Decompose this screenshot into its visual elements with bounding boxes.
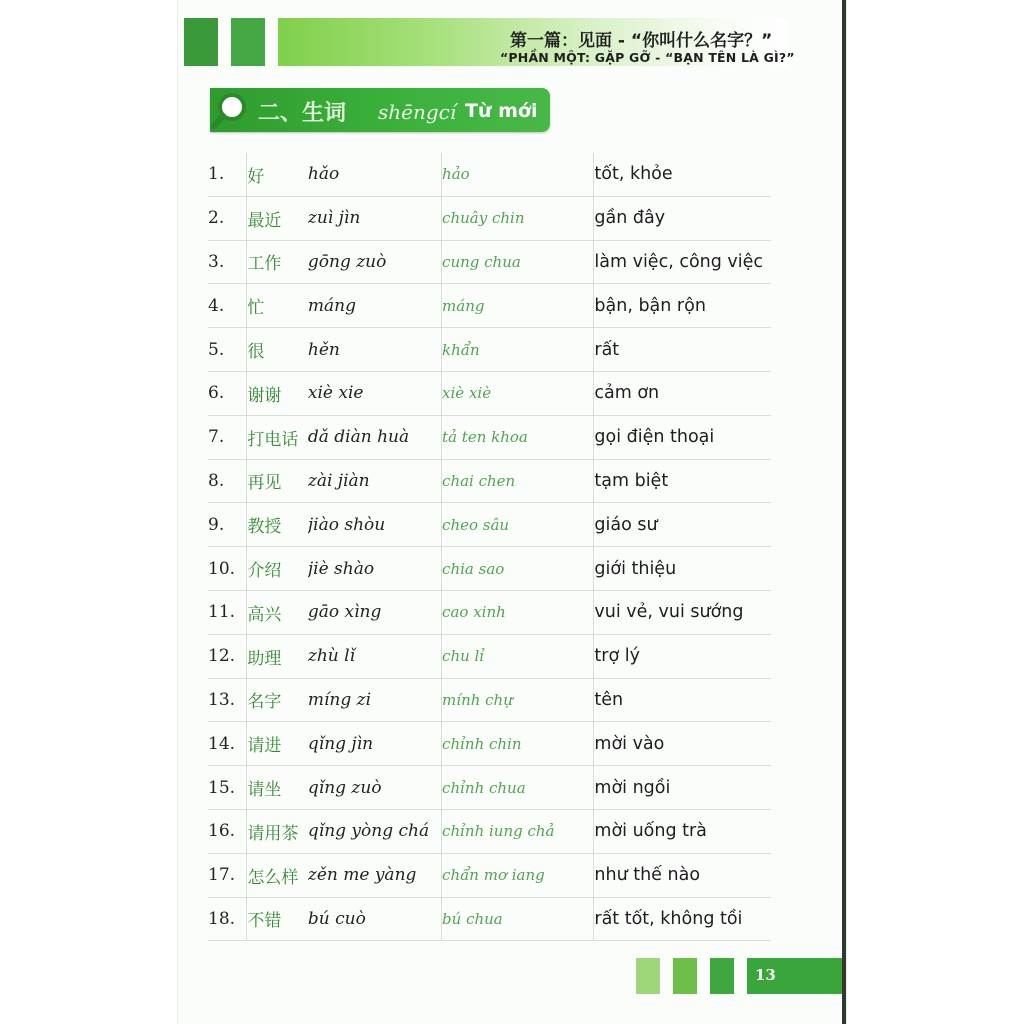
header-square-1 [184,18,218,66]
meaning-cell: mời vào [594,722,771,766]
row-number: 3. [208,240,247,284]
phonetic-cell: cao xinh [442,590,594,634]
hanzi-cell: 怎么样 [247,853,308,897]
page-number: 13 [755,966,776,984]
phonetic-cell: tả ten khoa [442,415,594,459]
phonetic-cell: chuây chin [442,196,594,240]
table-row [208,153,771,196]
row-number: 9. [208,503,247,547]
table-row [208,722,771,766]
row-number: 17. [208,853,247,897]
table-row [208,547,771,591]
meaning-cell: tên [594,678,771,722]
row-number: 14. [208,722,247,766]
footer-square-1 [636,958,660,994]
table-row [208,328,771,372]
phonetic-cell: cung chua [442,240,594,284]
hanzi-cell: 忙 [247,284,308,328]
footer-square-3 [710,958,734,994]
row-number: 4. [208,284,247,328]
phonetic-cell: chia sao [442,547,594,591]
section-title-vietnamese: Từ mới [465,100,538,122]
row-number: 13. [208,678,247,722]
phonetic-cell: xiè xiè [442,371,594,415]
table-row [208,853,771,897]
hanzi-cell: 教授 [247,503,308,547]
hanzi-cell: 名字 [247,678,308,722]
hanzi-cell: 再见 [247,459,308,503]
row-number: 7. [208,415,247,459]
phonetic-cell: mính chự [442,678,594,722]
meaning-cell: trợ lý [594,634,771,678]
meaning-cell: rất [594,328,771,372]
phonetic-cell: khẩn [442,328,594,372]
vocabulary-table-body [208,153,771,941]
pinyin-cell: máng [308,284,442,328]
table-row [208,240,771,284]
row-number: 12. [208,634,247,678]
hanzi-cell: 好 [247,153,308,196]
meaning-cell: vui vẻ, vui sướng [594,590,771,634]
meaning-cell: gần đây [594,196,771,240]
pinyin-cell: gāo xìng [308,590,442,634]
hanzi-cell: 助理 [247,634,308,678]
header-title-vietnamese: “PHẦN MỘT: GẶP GỠ - “BẠN TÊN LÀ GÌ?” [500,50,795,65]
row-number: 2. [208,196,247,240]
phonetic-cell: bú chua [442,897,594,941]
row-number: 1. [208,153,247,196]
footer-square-2 [673,958,697,994]
pinyin-cell: dǎ diàn huà [308,415,442,459]
header-square-2 [231,18,265,66]
row-number: 10. [208,547,247,591]
header-title-chinese: 第一篇：见面 - “你叫什么名字？” [510,31,773,51]
pinyin-cell: zěn me yàng [308,853,442,897]
phonetic-cell: cheo sâu [442,503,594,547]
phonetic-cell: chai chen [442,459,594,503]
meaning-cell: giáo sư [594,503,771,547]
table-row [208,371,771,415]
pinyin-cell: míng zi [308,678,442,722]
row-number: 15. [208,766,247,810]
table-row [208,196,771,240]
section-title-chinese: 二、生词 [258,101,347,126]
table-row [208,284,771,328]
pinyin-cell: hǎo [308,153,442,196]
hanzi-cell: 请用茶 [247,809,308,853]
phonetic-cell: chẩn mơ iang [442,853,594,897]
page-edge [842,0,846,1024]
meaning-cell: tạm biệt [594,459,771,503]
phonetic-cell: chỉnh chua [442,766,594,810]
meaning-cell: cảm ơn [594,371,771,415]
pinyin-cell: gōng zuò [308,240,442,284]
phonetic-cell: chỉnh chin [442,722,594,766]
pinyin-cell: zuì jìn [308,196,442,240]
hanzi-cell: 不错 [247,897,308,941]
meaning-cell: tốt, khỏe [594,153,771,196]
table-row [208,897,771,941]
hanzi-cell: 谢谢 [247,371,308,415]
hanzi-cell: 很 [247,328,308,372]
hanzi-cell: 工作 [247,240,308,284]
table-row [208,678,771,722]
row-number: 18. [208,897,247,941]
pinyin-cell: bú cuò [308,897,442,941]
meaning-cell: làm việc, công việc [594,240,771,284]
pinyin-cell: jiào shòu [308,503,442,547]
row-number: 16. [208,809,247,853]
meaning-cell: giới thiệu [594,547,771,591]
phonetic-cell: chu lỉ [442,634,594,678]
table-row [208,590,771,634]
row-number: 11. [208,590,247,634]
meaning-cell: mời ngồi [594,766,771,810]
pinyin-cell: qǐng zuò [308,766,442,810]
table-row [208,766,771,810]
table-row [208,459,771,503]
meaning-cell: mời uống trà [594,809,771,853]
table-row [208,809,771,853]
hanzi-cell: 最近 [247,196,308,240]
phonetic-cell: máng [442,284,594,328]
pinyin-cell: jiè shào [308,547,442,591]
row-number: 6. [208,371,247,415]
pinyin-cell: xiè xie [308,371,442,415]
hanzi-cell: 介绍 [247,547,308,591]
hanzi-cell: 请进 [247,722,308,766]
section-title-pinyin: shēngcí [378,100,457,124]
meaning-cell: như thế nào [594,853,771,897]
phonetic-cell: chỉnh iung chả [442,809,594,853]
vocabulary-table [208,153,771,941]
row-number: 5. [208,328,247,372]
magnifier-icon [210,90,250,130]
meaning-cell: bận, bận rộn [594,284,771,328]
pinyin-cell: zài jiàn [308,459,442,503]
row-number: 8. [208,459,247,503]
hanzi-cell: 高兴 [247,590,308,634]
pinyin-cell: hěn [308,328,442,372]
pinyin-cell: zhù lǐ [308,634,442,678]
meaning-cell: rất tốt, không tồi [594,897,771,941]
pinyin-cell: qǐng jìn [308,722,442,766]
phonetic-cell: hảo [442,153,594,196]
table-row [208,415,771,459]
pinyin-cell: qǐng yòng chá [308,809,442,853]
hanzi-cell: 打电话 [247,415,308,459]
meaning-cell: gọi điện thoại [594,415,771,459]
table-row [208,634,771,678]
hanzi-cell: 请坐 [247,766,308,810]
table-row [208,503,771,547]
